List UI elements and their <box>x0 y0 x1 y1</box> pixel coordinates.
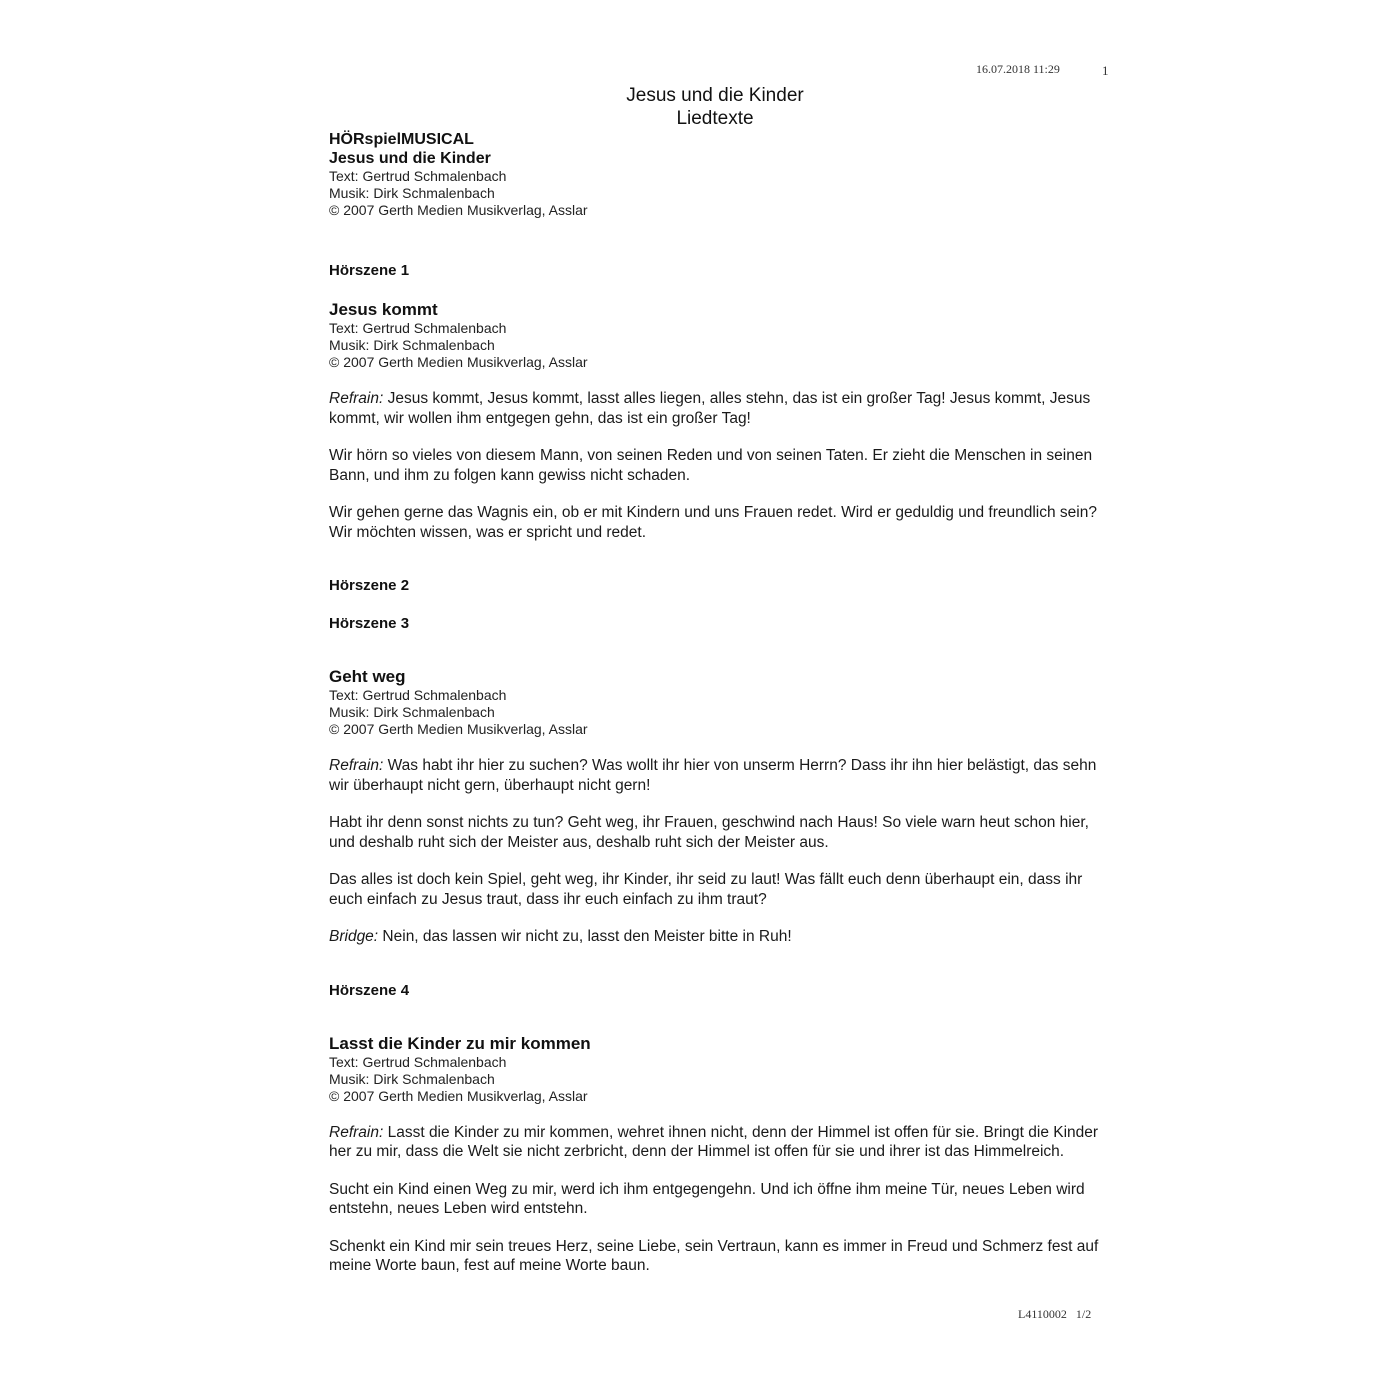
music-credit: Musik: Dirk Schmalenbach <box>329 337 495 353</box>
lyric-text: Was habt ihr hier zu suchen? Was wollt ihr hier von unserm Herrn? Dass ihr ihn hier belästigt, das sehn wir überhaupt nicht gern, überhaupt nicht gern! <box>329 757 1097 794</box>
lyric-paragraph: Wir hörn so vieles von diesem Mann, von seinen Reden und von seinen Taten. Er zieht die Menschen in seinen Bann, und ihm zu folgen kann gewiss nicht schaden. <box>329 447 1093 484</box>
work-title: Jesus und die Kinder <box>329 150 491 167</box>
music-credit: Musik: Dirk Schmalenbach <box>329 185 495 201</box>
scene-heading: Hörszene 1 <box>329 262 410 279</box>
song-title: Jesus kommt <box>329 300 438 319</box>
lyric-paragraph: Schenkt ein Kind mir sein treues Herz, seine Liebe, sein Vertraun, kann es immer in Freud und Schmerz fest auf meine Worte baun, fest auf meine Worte baun. <box>329 1237 1099 1274</box>
lyric-paragraph: Habt ihr denn sonst nichts zu tun? Geht weg, ihr Frauen, geschwind nach Haus! So viele warn heut schon hier, und deshalb ruht sich der Meister aus, deshalb ruht sich der Meister aus. <box>329 814 1089 851</box>
lyric-paragraph: Das alles ist doch kein Spiel, geht weg, ihr Kinder, ihr seid zu laut! Was fällt euch denn überhaupt ein, dass ihr euch einfach zu Jesus traut, dass ihr euch einfach zu ihm traut? <box>329 871 1083 908</box>
document-body <box>329 130 1109 1276</box>
lyric-text: Nein, das lassen wir nicht zu, lasst den Meister bitte in Ruh! <box>378 928 792 945</box>
copyright-notice: © 2007 Gerth Medien Musikverlag, Asslar <box>329 1087 588 1104</box>
refrain-label: Refrain: <box>329 757 384 774</box>
copyright-notice: © 2007 Gerth Medien Musikverlag, Asslar <box>329 202 588 218</box>
lyric-paragraph <box>329 756 1109 795</box>
series-name: HÖRspielMUSICAL <box>329 131 474 148</box>
document-code: L4110002 <box>1018 1307 1067 1321</box>
document-title <box>330 84 1100 130</box>
scene-heading: Hörszene 4 <box>329 981 410 999</box>
lyric-paragraph <box>329 1123 1109 1162</box>
text-credit: Text: Gertrud Schmalenbach <box>329 168 507 184</box>
song-title: Lasst die Kinder zu mir kommen <box>329 1033 591 1053</box>
lyric-text: Jesus kommt, Jesus kommt, lasst alles liegen, alles stehn, das ist ein großer Tag! Jesus kommt, Jesus kommt, wir wollen ihm entgegen gehn, das ist ein großer Tag! <box>329 390 1091 427</box>
refrain-label: Refrain: <box>329 1123 384 1141</box>
text-credit: Text: Gertrud Schmalenbach <box>329 320 507 336</box>
lyric-text: Lasst die Kinder zu mir kommen, wehret ihnen nicht, denn der Himmel ist offen für sie. Bringt die Kinder her zu mir, dass die Welt sie nicht zerbricht, denn der Himmel ist offen für sie und ihrer ist das Himmelreich. <box>329 1123 1099 1160</box>
title-line-2: Liedtexte <box>676 108 754 129</box>
lyric-paragraph <box>329 927 1109 947</box>
lyric-paragraph <box>329 389 1109 428</box>
music-credit: Musik: Dirk Schmalenbach <box>329 704 495 720</box>
scene-heading: Hörszene 2 <box>329 577 410 594</box>
page-count: 1/2 <box>1075 1307 1092 1321</box>
lyric-paragraph: Wir gehen gerne das Wagnis ein, ob er mit Kindern und uns Frauen redet. Wird er geduldig und freundlich sein? Wir möchten wissen, was er spricht und redet. <box>329 504 1097 541</box>
scene-heading: Hörszene 3 <box>329 615 410 632</box>
bridge-label: Bridge: <box>329 928 379 945</box>
copyright-notice: © 2007 Gerth Medien Musikverlag, Asslar <box>329 721 588 737</box>
music-credit: Musik: Dirk Schmalenbach <box>329 1070 495 1087</box>
song-title: Geht weg <box>329 667 406 686</box>
page-number: 1 <box>1102 63 1109 78</box>
page-footer <box>1018 1307 1091 1322</box>
refrain-label: Refrain: <box>329 390 384 407</box>
copyright-notice: © 2007 Gerth Medien Musikverlag, Asslar <box>329 354 588 370</box>
text-credit: Text: Gertrud Schmalenbach <box>329 1053 507 1070</box>
lyric-paragraph: Sucht ein Kind einen Weg zu mir, werd ich ihm entgegengehn. Und ich öffne ihm meine Tür, neues Leben wird entstehn, neues Leben wird entstehn. <box>329 1180 1085 1217</box>
print-timestamp: 16.07.2018 11:29 <box>976 62 1060 76</box>
text-credit: Text: Gertrud Schmalenbach <box>329 687 507 703</box>
title-line-1: Jesus und die Kinder <box>626 85 804 106</box>
